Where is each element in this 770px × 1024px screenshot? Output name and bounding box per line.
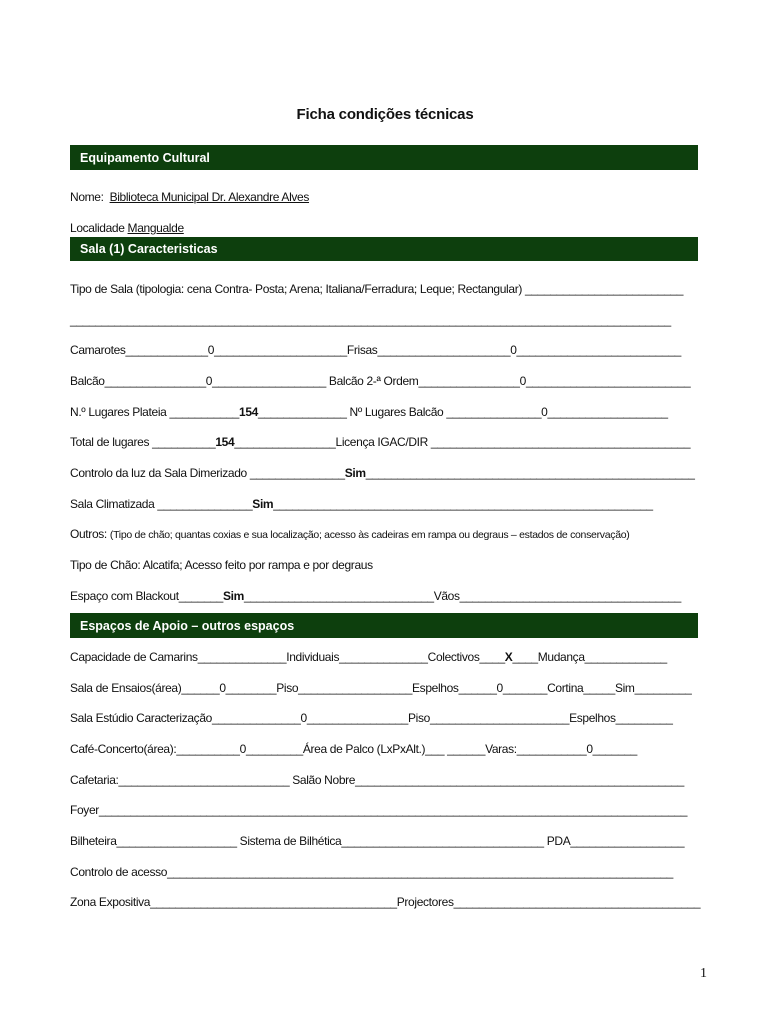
localidade-label: Localidade: [70, 221, 128, 235]
balcao-row: Balcão________________0__________________ Balcão 2-ª Ordem________________0__________________________: [70, 374, 691, 388]
section-header-sala: Sala (1) Caracteristicas: [70, 237, 698, 261]
total-lugares-label: Total de lugares __________: [70, 435, 216, 449]
nome-row: [70, 190, 309, 204]
bilheteira-row: Bilheteira___________________ Sistema de Bilhética________________________________ PDA__________________: [70, 834, 685, 848]
nome-label: Nome:: [70, 190, 110, 204]
controlo-luz-fill: ____________________________________________________: [365, 466, 695, 480]
climatizada-fill: ____________________________________________________________: [273, 497, 653, 511]
estudio-row: Sala Estúdio Caracterização______________0________________Piso______________________Espelhos_________: [70, 711, 673, 725]
mudanca-label: ____Mudança_____________: [512, 650, 667, 664]
climatizada-value: Sim: [252, 497, 274, 511]
cafetaria-row: Cafetaria:___________________________ Salão Nobre____________________________________________________: [70, 773, 684, 787]
camarotes-row: Camarotes_____________0_____________________Frisas_____________________0__________________________: [70, 343, 681, 357]
lugares-plateia-row: [70, 405, 668, 419]
total-lugares-value: 154: [215, 435, 235, 449]
outros-label: Outros:: [70, 527, 110, 541]
localidade-row: [70, 221, 184, 235]
blackout-row: [70, 589, 681, 603]
capacidade-row: [70, 650, 667, 664]
localidade-value: Mangualde: [127, 221, 184, 235]
licenca-label: ________________Licença IGAC/DIR _________________________________________: [234, 435, 691, 449]
zona-expositiva-row: Zona Expositiva_______________________________________Projectores_______________________________________: [70, 895, 701, 909]
tipo-sala-line2: _______________________________________________________________________________________________: [70, 313, 671, 327]
page-title: Ficha condições técnicas: [296, 106, 474, 123]
controlo-luz-row: [70, 466, 695, 480]
page-number: 1: [700, 966, 707, 981]
cafe-row: Café-Concerto(área):__________0_________Área de Palco (LxPxAlt.)___ ______Varas:___________0_______: [70, 742, 637, 756]
blackout-label: Espaço com Blackout_______: [70, 589, 224, 603]
vaos-label: ______________________________Vãos___________________________________: [243, 589, 681, 603]
climatizada-label: Sala Climatizada _______________: [70, 497, 253, 511]
outros-text: (Tipo de chão; quantas coxias e sua localização; acesso às cadeiras em rampa ou degraus – estados de conservação): [109, 529, 630, 541]
total-lugares-row: [70, 435, 690, 449]
foyer-row: Foyer_____________________________________________________________________________________________: [70, 803, 688, 817]
lugares-balcao-label: ______________ Nº Lugares Balcão _______________0___________________: [258, 405, 668, 419]
controlo-luz-value: Sim: [344, 466, 366, 480]
lugares-plateia-label: N.º Lugares Plateia ___________: [70, 405, 240, 419]
controlo-acesso-row: Controlo de acesso________________________________________________________________________________: [70, 865, 674, 879]
section-header-equipamento: Equipamento Cultural: [70, 145, 698, 170]
nome-value: Biblioteca Municipal Dr. Alexandre Alves: [109, 190, 310, 204]
tipo-sala-line1: Tipo de Sala (tipologia: cena Contra- Posta; Arena; Italiana/Ferradura; Leque; Rectangular) _________________________: [70, 282, 684, 296]
climatizada-row: [70, 497, 653, 511]
capacidade-label: Capacidade de Camarins______________Individuais______________Colectivos____: [70, 650, 505, 664]
blackout-value: Sim: [223, 589, 244, 603]
section-header-apoio: Espaços de Apoio – outros espaços: [70, 613, 698, 638]
lugares-plateia-value: 154: [239, 405, 258, 419]
outros-row: [70, 527, 630, 541]
controlo-luz-label: Controlo da luz da Sala Dimerizado _______________: [70, 466, 345, 480]
ensaios-row: Sala de Ensaios(área)______0________Piso__________________Espelhos______0_______Cortina_____Sim_________: [70, 681, 692, 695]
colectivos-value: X: [504, 650, 513, 664]
tipo-chao-row: Tipo de Chão: Alcatifa; Acesso feito por rampa e por degraus: [70, 558, 373, 572]
